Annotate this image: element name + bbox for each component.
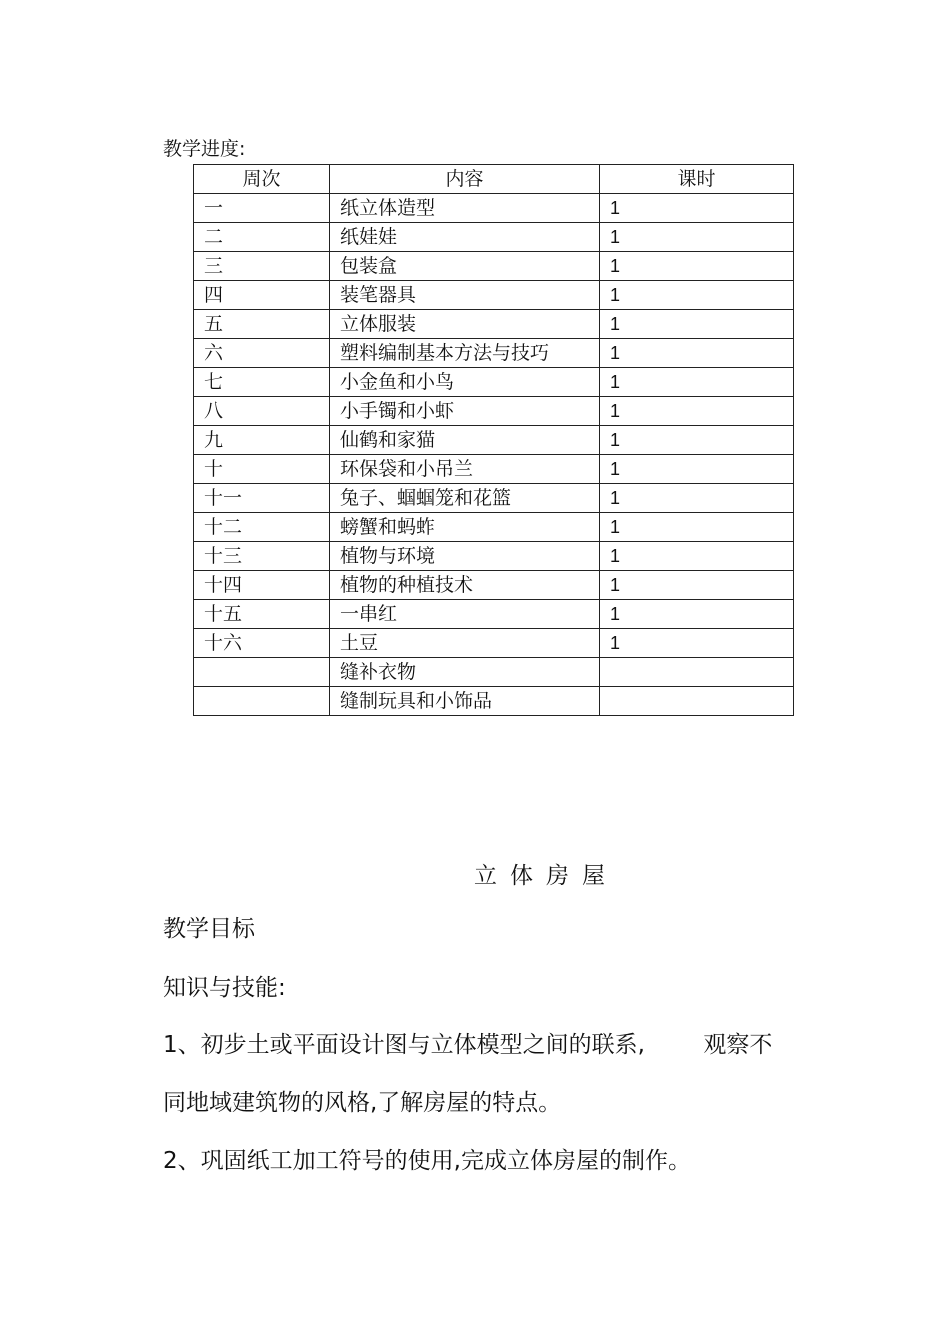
table-row	[194, 368, 794, 397]
content-cell: 植物的种植技术	[330, 571, 600, 600]
hours-cell: 1	[600, 600, 794, 629]
table-row	[194, 223, 794, 252]
hours-cell: 1	[600, 542, 794, 571]
table-header-row	[194, 165, 794, 194]
week-cell: 十四	[194, 571, 330, 600]
header-hours: 课时	[600, 165, 794, 194]
content-cell: 装笔器具	[330, 281, 600, 310]
content-cell: 小金鱼和小鸟	[330, 368, 600, 397]
week-cell: 六	[194, 339, 330, 368]
hours-cell: 1	[600, 484, 794, 513]
table-row	[194, 281, 794, 310]
hours-cell: 1	[600, 252, 794, 281]
content-cell: 仙鹤和家猫	[330, 426, 600, 455]
week-cell: 一	[194, 194, 330, 223]
header-content: 内容	[330, 165, 600, 194]
week-cell: 十一	[194, 484, 330, 513]
content-cell: 缝制玩具和小饰品	[330, 687, 600, 716]
table-row	[194, 339, 794, 368]
table-row	[194, 310, 794, 339]
week-cell	[194, 658, 330, 687]
week-cell: 十三	[194, 542, 330, 571]
knowledge-heading: 知识与技能:	[163, 975, 286, 1001]
content-cell: 植物与环境	[330, 542, 600, 571]
hours-cell: 1	[600, 426, 794, 455]
week-cell: 五	[194, 310, 330, 339]
content-cell: 塑料编制基本方法与技巧	[330, 339, 600, 368]
content-cell: 立体服装	[330, 310, 600, 339]
header-week: 周次	[194, 165, 330, 194]
week-cell: 十二	[194, 513, 330, 542]
hours-cell: 1	[600, 368, 794, 397]
week-cell: 十五	[194, 600, 330, 629]
hours-cell: 1	[600, 455, 794, 484]
lesson-title: 立体房屋	[474, 863, 618, 889]
table-row	[194, 513, 794, 542]
content-cell: 螃蟹和蚂蚱	[330, 513, 600, 542]
hours-cell	[600, 687, 794, 716]
hours-cell: 1	[600, 310, 794, 339]
objectives-heading: 教学目标	[163, 916, 255, 942]
content-cell: 兔子、蝈蝈笼和花篮	[330, 484, 600, 513]
week-cell: 四	[194, 281, 330, 310]
hours-cell: 1	[600, 571, 794, 600]
content-cell: 包装盒	[330, 252, 600, 281]
objective-item-1-line-2: 同地域建筑物的风格,了解房屋的特点。	[163, 1090, 562, 1116]
table-row	[194, 571, 794, 600]
hours-cell: 1	[600, 281, 794, 310]
table-row	[194, 600, 794, 629]
table-row	[194, 194, 794, 223]
content-cell: 小手镯和小虾	[330, 397, 600, 426]
week-cell	[194, 687, 330, 716]
hours-cell: 1	[600, 629, 794, 658]
content-cell: 缝补衣物	[330, 658, 600, 687]
content-cell: 环保袋和小吊兰	[330, 455, 600, 484]
objective-item-1-line-1: 1、初步土或平面设计图与立体模型之间的联系, 观察不	[163, 1032, 773, 1058]
table-row	[194, 397, 794, 426]
content-cell: 纸娃娃	[330, 223, 600, 252]
schedule-label: 教学进度:	[163, 138, 246, 160]
table-row	[194, 252, 794, 281]
hours-cell: 1	[600, 339, 794, 368]
hours-cell: 1	[600, 397, 794, 426]
week-cell: 十	[194, 455, 330, 484]
table-row	[194, 455, 794, 484]
table-row	[194, 426, 794, 455]
hours-cell: 1	[600, 194, 794, 223]
table-row	[194, 687, 794, 716]
week-cell: 九	[194, 426, 330, 455]
hours-cell	[600, 658, 794, 687]
week-cell: 三	[194, 252, 330, 281]
week-cell: 二	[194, 223, 330, 252]
schedule-body	[194, 194, 794, 716]
content-cell: 纸立体造型	[330, 194, 600, 223]
week-cell: 七	[194, 368, 330, 397]
week-cell: 十六	[194, 629, 330, 658]
objective-item-2: 2、巩固纸工加工符号的使用,完成立体房屋的制作。	[163, 1148, 691, 1174]
table-row	[194, 658, 794, 687]
content-cell: 一串红	[330, 600, 600, 629]
hours-cell: 1	[600, 513, 794, 542]
hours-cell: 1	[600, 223, 794, 252]
table-row	[194, 629, 794, 658]
content-cell: 土豆	[330, 629, 600, 658]
week-cell: 八	[194, 397, 330, 426]
table-row	[194, 484, 794, 513]
schedule-table	[193, 164, 794, 716]
table-row	[194, 542, 794, 571]
